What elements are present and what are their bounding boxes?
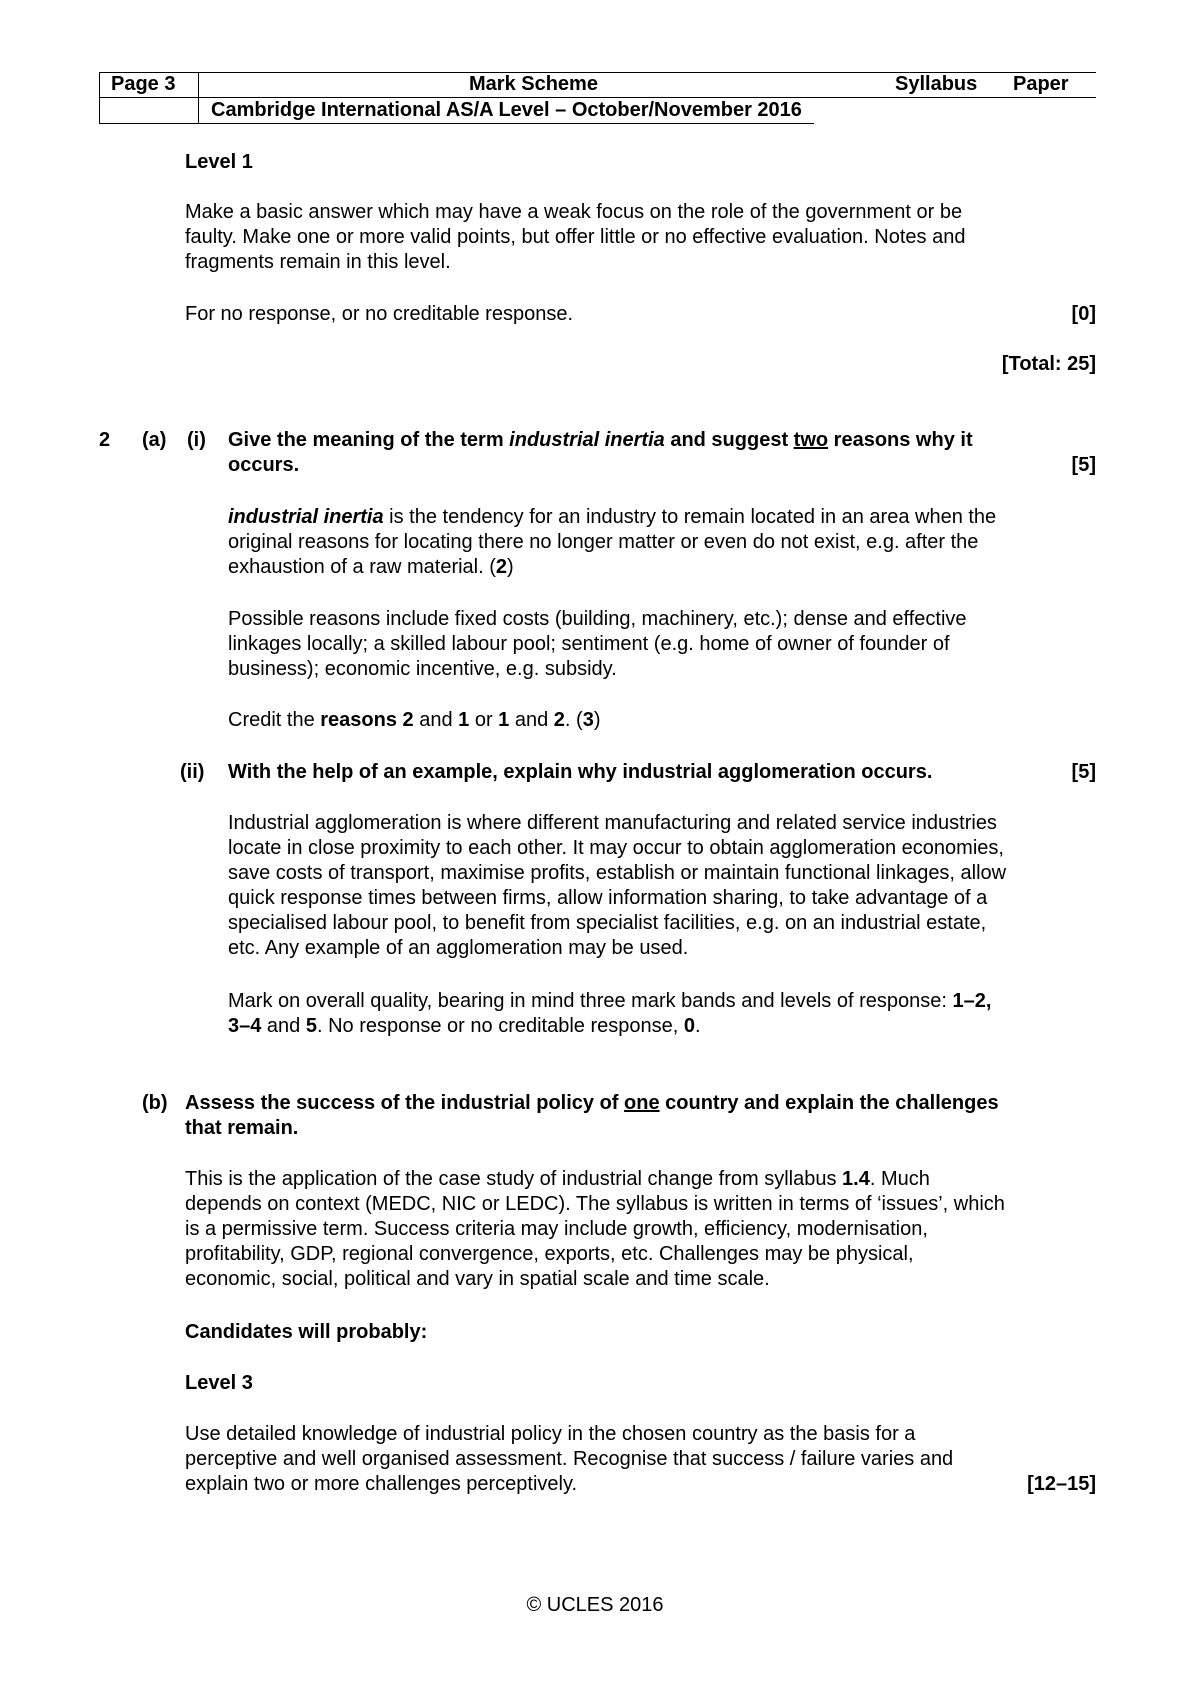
level1-line: fragments remain in this level. [185, 251, 451, 273]
question-line [228, 428, 1096, 453]
question-line [185, 1091, 1096, 1116]
part-b-label: (b) [142, 1092, 168, 1114]
header-title: Mark Scheme [469, 73, 598, 95]
header-col-rule [198, 72, 199, 124]
q-emphasis: one [624, 1092, 660, 1114]
application-line: depends on context (MEDC, NIC or LEDC). The syllabus is written in terms of ‘issues’, which [185, 1193, 1005, 1215]
question-2b [185, 1091, 1096, 1141]
level3-line: Use detailed knowledge of industrial policy in the chosen country as the basis for a [185, 1423, 916, 1445]
application-line [185, 1167, 1096, 1192]
header-subtitle: Cambridge International AS/A Level – October/November 2016 [211, 99, 802, 121]
syllabus-ref: 1.4 [842, 1168, 870, 1190]
agg-line: locate in close proximity to each other. It may occur to obtain agglomeration economies, [228, 837, 1004, 859]
agg-line: etc. Any example of an agglomeration may be used. [228, 937, 689, 959]
application-paragraph [185, 1167, 1096, 1292]
credit-bold: reasons 2 [320, 709, 414, 731]
q-ii-text: With the help of an example, explain why industrial agglomeration occurs. [228, 761, 933, 783]
credit-text: and [509, 709, 554, 731]
marking-band: 1–2, [952, 990, 992, 1012]
reasons-paragraph [228, 607, 1096, 682]
credit-text: or [469, 709, 499, 731]
agg-line: specialised labour pool, to benefit from specialist facilities, e.g. on an industrial estate, [228, 912, 987, 934]
reasons-line: linkages locally; a skilled labour pool; sentiment (e.g. home of owner of founder of [228, 633, 950, 655]
credit-text: . ( [564, 709, 583, 731]
definition-term: industrial inertia [228, 506, 384, 528]
level3-line: perceptive and well organised assessment. Recognise that success / failure varies and [185, 1448, 954, 1470]
marking-band: 0 [683, 1015, 695, 1037]
credit-text-line [228, 708, 1096, 733]
definition-line [228, 505, 1096, 530]
level3-description [185, 1422, 1096, 1497]
credit-text: and [413, 709, 459, 731]
credit-bold: 3 [582, 709, 594, 731]
q-emphasis: two [793, 429, 829, 451]
no-response-text: For no response, or no creditable response. [185, 303, 573, 325]
level1-heading: Level 1 [185, 151, 253, 173]
question-line [228, 453, 1096, 478]
q-term: industrial inertia [509, 429, 665, 451]
marking-line [228, 1014, 1096, 1039]
footer-copyright: © UCLES 2016 [526, 1594, 664, 1616]
q-text: and suggest [664, 429, 794, 451]
q-text: Give the meaning of the term [228, 429, 510, 451]
part-ii-label: (ii) [180, 761, 205, 783]
definition-text: is the tendency for an industry to remain located in an area when the [383, 506, 997, 528]
definition-line [228, 555, 1096, 580]
question-line: that remain. [185, 1117, 299, 1139]
definition-paragraph [228, 505, 1096, 580]
agg-line: Industrial agglomeration is where different manufacturing and related service industries [228, 812, 997, 834]
application-line: economic, social, political and vary in spatial scale and time scale. [185, 1268, 770, 1290]
candidates-heading: Candidates will probably: [185, 1321, 428, 1343]
header-syllabus: Syllabus [895, 73, 978, 95]
q-ii-mark: [5] [1071, 761, 1096, 783]
level1-description [185, 200, 1095, 275]
credit-bold: 1 [458, 709, 470, 731]
definition-text: exhaustion of a raw material. ( [228, 556, 496, 578]
credit-bold: 1 [498, 709, 510, 731]
total-mark: [Total: 25] [1001, 353, 1096, 375]
credit-text: ) [593, 709, 601, 731]
application-text: This is the application of the case study of industrial change from syllabus [185, 1168, 843, 1190]
level3-mark: [12–15] [1027, 1473, 1096, 1495]
reasons-line: Possible reasons include fixed costs (building, machinery, etc.); dense and effective [228, 608, 967, 630]
q-text: country and explain the challenges [659, 1092, 999, 1114]
level1-line: Make a basic answer which may have a weak focus on the role of the government or be [185, 201, 963, 223]
application-text: . Much [869, 1168, 930, 1190]
definition-line: original reasons for locating there no longer matter or even do not exist, e.g. after the [228, 531, 979, 553]
q-text: Assess the success of the industrial policy of [185, 1092, 625, 1114]
question-number: 2 [99, 429, 111, 451]
level3-line [185, 1472, 1096, 1497]
application-line: profitability, GDP, regional convergence, exports, etc. Challenges may be physical, [185, 1243, 914, 1265]
header-bottom-rule [99, 123, 814, 124]
credit-line [228, 708, 1096, 733]
reasons-line: business); economic incentive, e.g. subsidy. [228, 658, 617, 680]
header-table [99, 72, 1096, 124]
definition-mark: 2 [495, 556, 508, 578]
credit-text: Credit the [228, 709, 321, 731]
header-paper: Paper [1013, 73, 1069, 95]
agglomeration-paragraph [228, 811, 1096, 961]
part-a-label: (a) [142, 429, 167, 451]
marking-guidance [228, 989, 1096, 1039]
header-left-rule [99, 72, 100, 124]
q-i-mark: [5] [1071, 454, 1096, 476]
marking-text: and [261, 1015, 306, 1037]
question-2a-i [228, 428, 1096, 478]
marking-text: . No response or no creditable response, [316, 1015, 684, 1037]
marking-line [228, 989, 1096, 1014]
page-number: Page 3 [111, 73, 176, 95]
application-line: is a permissive term. Success criteria may include growth, efficiency, modernisation, [185, 1218, 928, 1240]
level3-heading: Level 3 [185, 1372, 253, 1394]
q-text: reasons why it [828, 429, 973, 451]
agg-line: save costs of transport, maximise profits, establish or maintain functional linkages, allow [228, 862, 1007, 884]
part-i-label: (i) [187, 429, 206, 451]
marking-text: . [694, 1015, 701, 1037]
credit-bold: 2 [553, 709, 565, 731]
definition-text: ) [507, 556, 514, 578]
no-response-mark: [0] [1071, 303, 1096, 325]
no-response-row [185, 302, 1096, 327]
marking-band: 5 [305, 1015, 317, 1037]
marking-text: Mark on overall quality, bearing in mind three mark bands and levels of response: [228, 990, 953, 1012]
question-2a-ii [228, 760, 1096, 785]
level3-text: explain two or more challenges perceptively. [185, 1473, 578, 1495]
q-text: occurs. [228, 454, 300, 476]
marking-band: 3–4 [228, 1015, 262, 1037]
level1-line: faulty. Make one or more valid points, but offer little or no effective evaluation. Notes and [185, 226, 966, 248]
agg-line: quick response times between firms, allow information sharing, to take advantage of a [228, 887, 988, 909]
